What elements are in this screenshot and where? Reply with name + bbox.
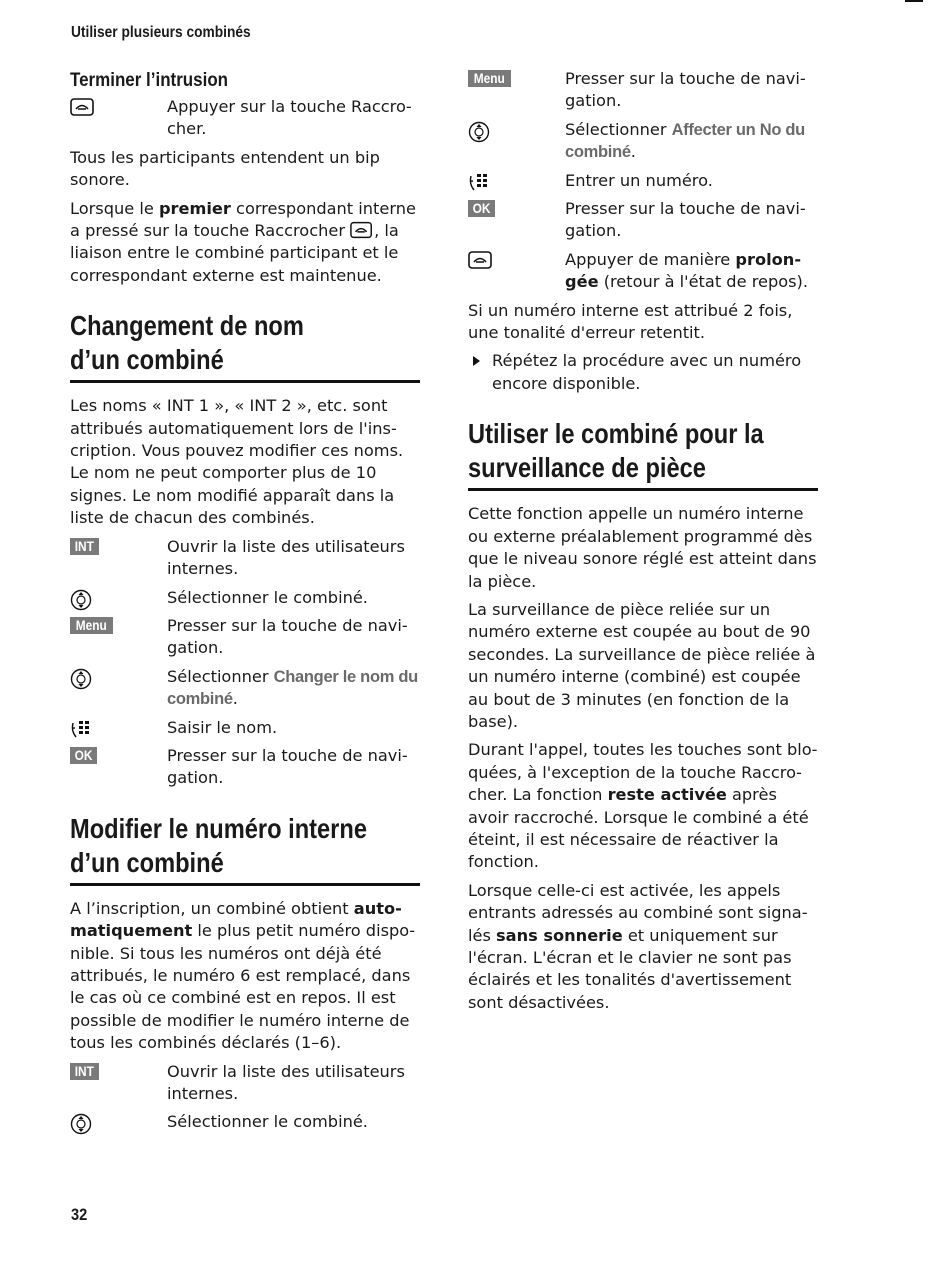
step-menu: Menu Presser sur la touche de navigation. [468,68,818,113]
paragraph: Si un numéro interne est attribué 2 fois, une tonalité d'erreur retentit. [468,300,793,343]
step-menu: Menu Presser sur la touche de navigation. [70,615,420,660]
bullet-item: Répétez la procédure avec un numéro encore disponible. [468,350,818,395]
navigation-key-icon [70,1113,92,1135]
navigation-key-icon [70,589,92,611]
menu-key-icon: Menu [70,617,113,634]
navigation-key-icon [468,121,490,143]
arrow-bullet-icon [473,356,480,366]
int-key-icon: INT [70,1063,99,1080]
step-select-change-name: Sélectionner Changer le nom du combiné. [70,666,420,711]
rename-section-heading: Changement de nom d’un combiné [70,309,420,383]
running-header: Utiliser plusieurs combinés [71,24,251,41]
paragraph: Cette fonction appelle un numéro interne ou externe préalablement programmé dès que le niveau sonore réglé est atteint dans la pièce. [468,504,817,591]
navigation-key-icon [70,668,92,690]
hang-up-key-icon [70,98,96,116]
paragraph: A l’inscription, un combiné obtient automatiquement le plus petit numéro disponible. Si tous les numéros ont déjà été attribués, le numéro 6 est remplacé, dans le cas où ce combiné est en repos. Il est possible de modifier le numéro interne de tous les combinés déclarés (1–6). [70,898,416,1053]
step-open-int: INT Ouvrir la liste des utilisateurs internes. [70,1061,420,1106]
step-ok: OK Presser sur la touche de navigation. [70,745,420,790]
keypad-icon [70,719,92,739]
right-column [468,68,818,1020]
step-hang-up [70,96,420,141]
ok-key-icon: OK [468,200,495,217]
step-select-assign-number: Sélectionner Affecter un No du combiné. [468,119,818,164]
paragraph: Les noms « INT 1 », « INT 2 », etc. sont attribués automatiquement lors de l'inscription. Vous pouvez modifier ces noms. Le nom ne peut comporter plus de 10 signes. Le nom modifié apparaît dans la liste de chacun des combinés. [70,396,404,528]
keypad-icon [468,172,490,192]
step-text: Appuyer sur la touche Raccrocher. [167,97,412,139]
step-select-handset: Sélectionner le combiné. [70,587,420,609]
left-column [70,68,420,1140]
hang-up-key-icon [350,221,374,239]
page-number: 32 [71,1205,88,1224]
paragraph: Durant l'appel, toutes les touches sont bloquées, à l'exception de la touche Raccrocher. La fonction reste activée après avoir raccroché. Lorsque le combiné a été éteint, il est nécessaire de réactiver la fonction. [468,740,818,872]
int-key-icon: INT [70,538,99,555]
intrusion-heading: Terminer l’intrusion [70,69,229,91]
renumber-section-heading: Modifier le numéro interne d’un combiné [70,812,420,886]
monitor-section-heading: Utiliser le combiné pour la surveillance de pièce [468,417,818,491]
paragraph: Lorsque le premier correspondant interne a pressé sur la touche Raccrocher , la liaison entre le combiné participant et le correspondant externe est maintenue. [70,198,416,285]
menu-key-icon: Menu [468,70,511,87]
step-ok: OK Presser sur la touche de navigation. [468,198,818,243]
step-select-handset: Sélectionner le combiné. [70,1111,420,1133]
hang-up-key-icon [468,251,494,269]
step-open-int: INT Ouvrir la liste des utilisateurs internes. [70,536,420,581]
paragraph: Lorsque celle-ci est activée, les appels entrants adressés au combiné sont signalés sans sonnerie et uniquement sur l'écran. L'écran et le clavier ne sont pas éclairés et les tonalités d'avertissement sont désactivées. [468,880,808,1012]
paragraph: La surveillance de pièce reliée sur un numéro externe est coupée au bout de 90 secondes. La surveillance de pièce reliée à un numéro interne (combiné) est coupée au bout de 3 minutes (en fonction de la base). [468,599,816,731]
step-enter-number: Entrer un numéro. [468,170,818,192]
corner-crop-mark [905,0,923,2]
step-enter-name: Saisir le nom. [70,717,420,739]
ok-key-icon: OK [70,747,97,764]
paragraph: Tous les participants entendent un bip sonore. [70,147,380,190]
step-long-press-hang-up: Appuyer de manière prolongée (retour à l'état de repos). [468,249,818,294]
